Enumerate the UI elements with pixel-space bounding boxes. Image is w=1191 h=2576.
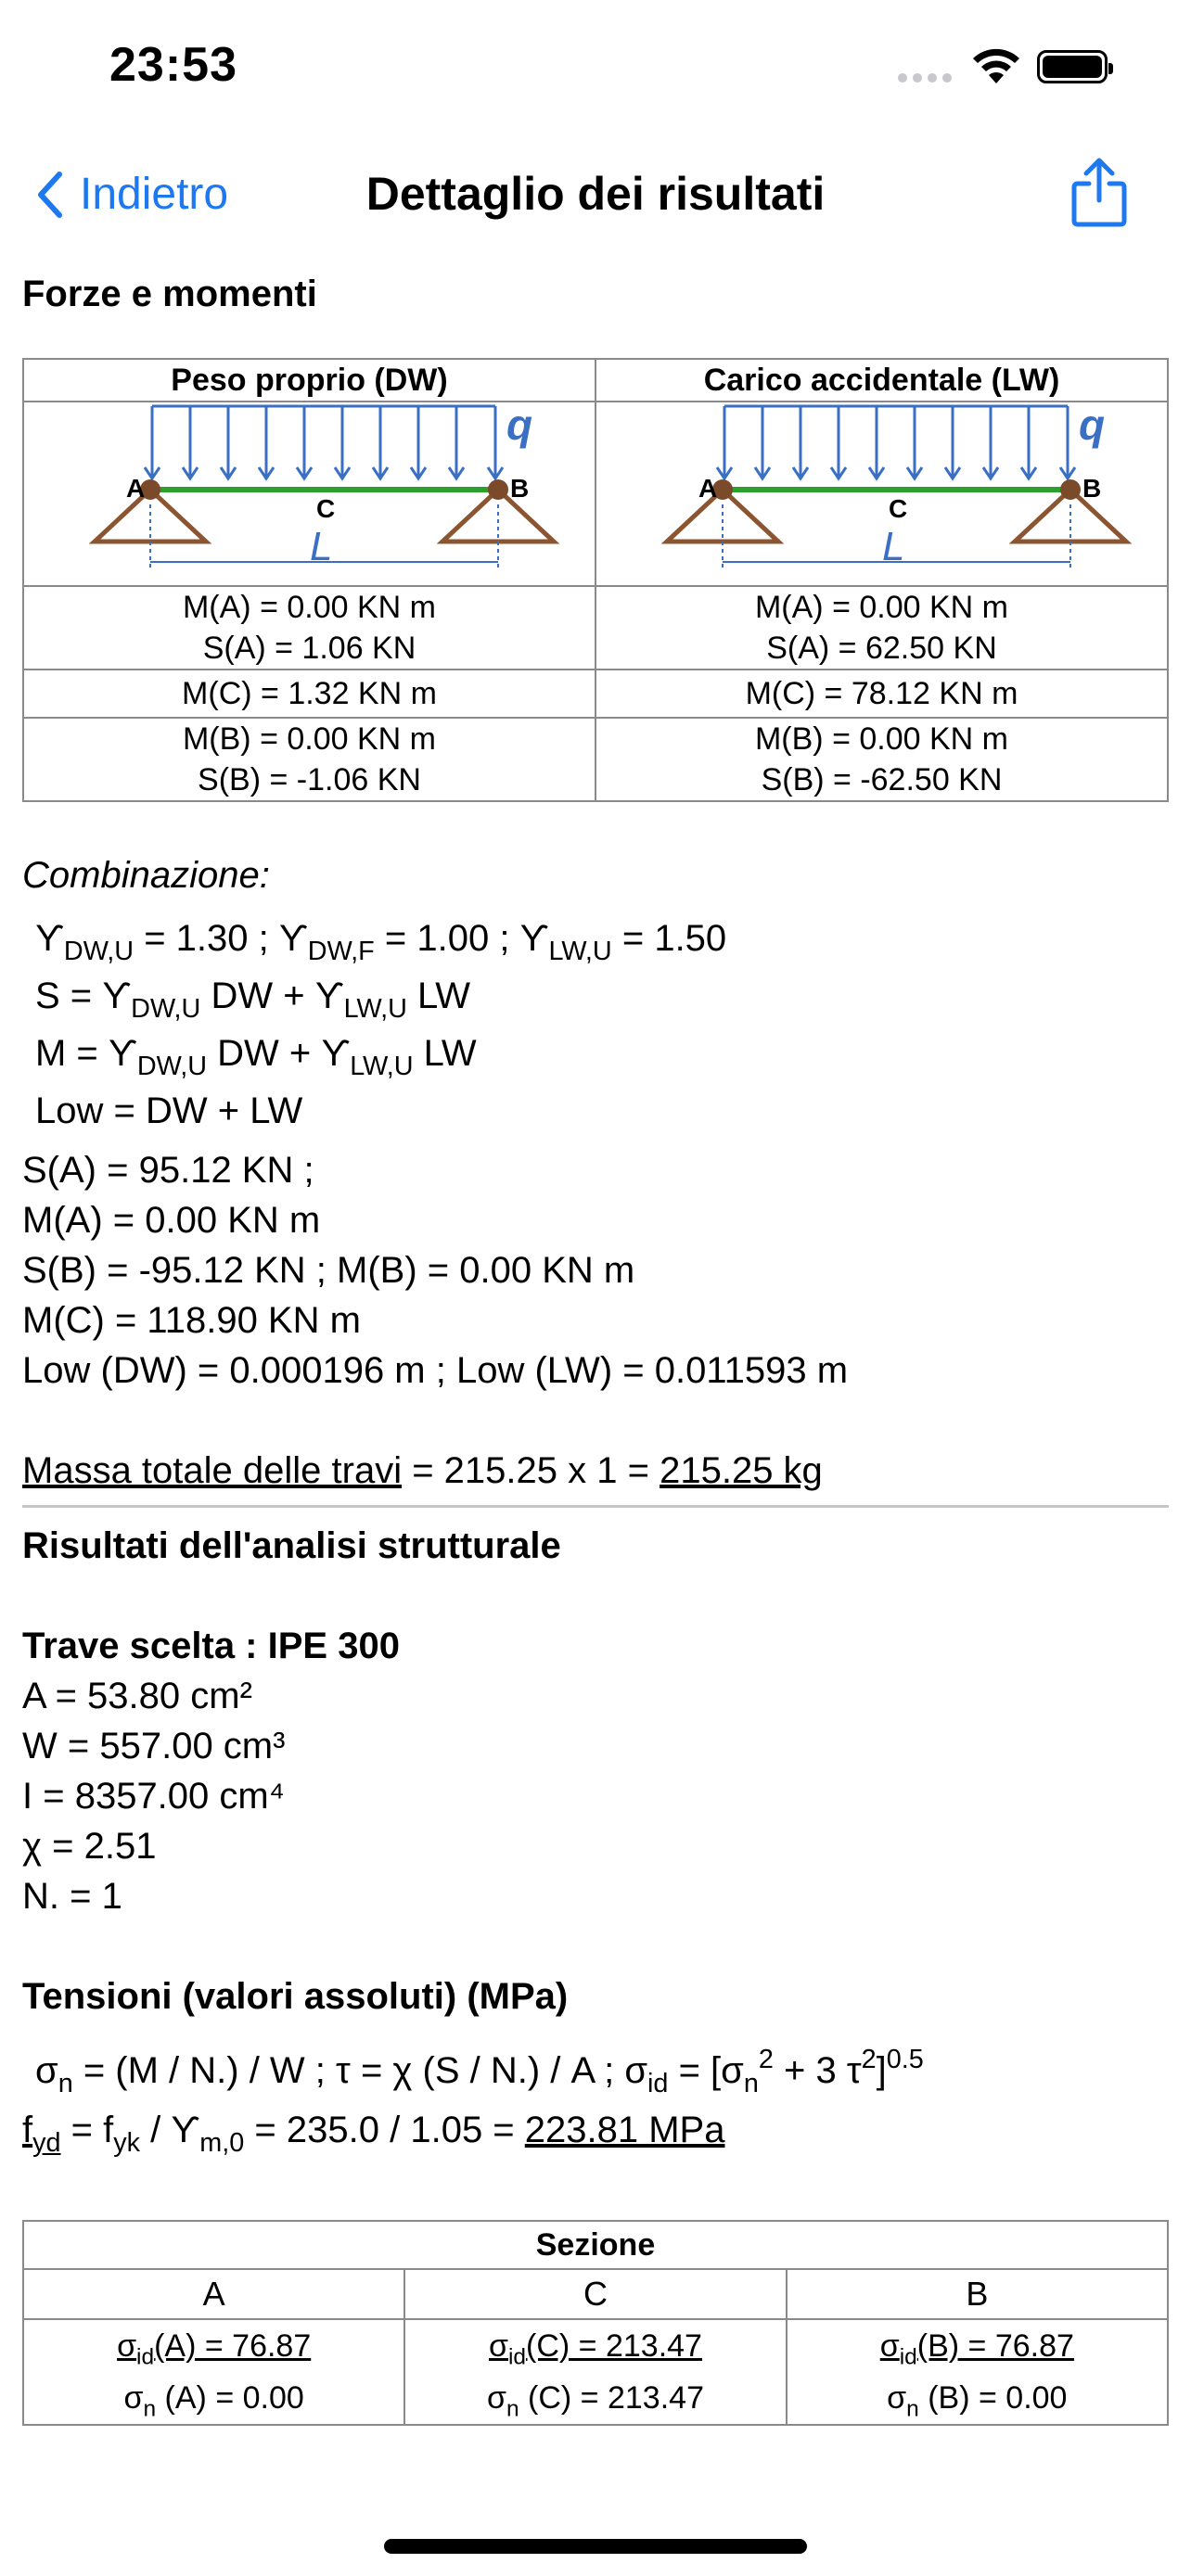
result-line: M(A) = 0.00 KN m	[22, 1200, 321, 1241]
span-l-label: L	[309, 524, 332, 569]
lw-moment-a: M(A) = 0.00 KN m	[754, 590, 1008, 625]
lw-support-b-cell	[596, 718, 1168, 801]
span-l-label: L	[881, 524, 904, 569]
load-q-label: q	[1078, 402, 1105, 449]
results-content	[22, 269, 1169, 2426]
divider	[22, 1505, 1169, 1508]
dw-support-b-cell	[23, 718, 596, 801]
dw-beam-diagram	[23, 402, 596, 586]
gamma-factors: $ϒ_{DW,U} = 1.30$ ; $ϒ_{DW,F} = 1.00$ ; $ϒ_{LW,U} = 1.50$	[35, 918, 727, 967]
result-line: M(C) = 118.90 KN m	[22, 1300, 361, 1341]
lw-beam-diagram	[596, 402, 1168, 586]
low-combination: Low = DW + LW	[35, 1090, 303, 1131]
section-column-header: C	[404, 2269, 786, 2319]
analysis-heading: Risultati dell'analisi strutturale	[22, 1525, 561, 1566]
design-strength-value: 223.81 MPa	[524, 2110, 725, 2150]
section-stress-table	[22, 2220, 1169, 2426]
midspan-c-label: C	[888, 494, 907, 523]
property-line: I = 8357.00 cm⁴	[22, 1776, 285, 1817]
section-c-cell	[404, 2319, 786, 2425]
section-column-header: A	[23, 2269, 404, 2319]
dw-support-a-cell	[23, 586, 596, 670]
total-mass-label: Massa totale delle travi	[22, 1450, 403, 1491]
sigma-n-a: $\sigma_n$ (A) = 0.00	[123, 2380, 304, 2422]
sigma-id-b: $\sigma_{id}(B) = 76.87$	[879, 2328, 1074, 2370]
section-table-title: Sezione	[23, 2221, 1168, 2269]
support-a-label: A	[125, 474, 145, 503]
navigation-bar	[0, 148, 1191, 241]
moment-combination: $M = ϒ_{DW,U}$ DW + $ϒ_{LW,U}$ LW	[35, 1033, 477, 1082]
shear-combination: $S = ϒ_{DW,U}$ DW + $ϒ_{LW,U}$ LW	[35, 976, 471, 1025]
property-line: A = 53.80 cm²	[22, 1676, 252, 1716]
status-time: 23:53	[109, 38, 237, 92]
forces-table	[22, 358, 1169, 802]
stress-heading: Tensioni (valori assoluti) (MPa)	[22, 1976, 569, 2017]
status-bar	[0, 0, 1191, 139]
beam-diagram-icon	[604, 402, 1160, 575]
share-button[interactable]	[1067, 156, 1132, 235]
sigma-n-c: $\sigma_n$ (C) = 213.47	[487, 2380, 704, 2422]
lw-header: Carico accidentale (LW)	[596, 359, 1168, 402]
dw-shear-a: S(A) = 1.06 KN	[202, 631, 416, 666]
property-line: N. = 1	[22, 1876, 122, 1917]
battery-icon	[1037, 50, 1108, 83]
stress-formula: $\sigma_n = (M / N.) / W$ ; τ = χ (S / N.) / A ; $\sigma_{id} = [\sigma_n^2 + 3$ $\tau^2]^{0.5}$	[35, 2045, 924, 2099]
support-b-label: B	[509, 474, 529, 503]
dw-header: Peso proprio (DW)	[23, 359, 596, 402]
lw-support-a-cell	[596, 586, 1168, 670]
section-column-header: B	[787, 2269, 1168, 2319]
support-a-label: A	[698, 474, 717, 503]
dw-moment-a: M(A) = 0.00 KN m	[182, 590, 436, 625]
support-b-label: B	[1082, 474, 1101, 503]
section-b-cell	[787, 2319, 1168, 2425]
page-title: Dettaglio dei risultati	[365, 168, 826, 220]
midspan-c-label: C	[315, 494, 335, 523]
combination-results	[22, 1145, 1169, 1396]
lw-moment-c: M(C) = 78.12 KN m	[596, 670, 1168, 718]
sigma-n-b: $\sigma_n$ (B) = 0.00	[887, 2380, 1068, 2422]
beam-diagram-icon	[32, 402, 588, 575]
chosen-beam: Trave scelta : IPE 300	[22, 1626, 400, 1666]
beam-properties	[22, 1671, 1169, 1921]
dw-moment-b: M(B) = 0.00 KN m	[182, 721, 436, 757]
lw-shear-b: S(B) = -62.50 KN	[761, 762, 1003, 797]
sigma-id-c: $\sigma_{id}(C) = 213.47$	[489, 2328, 702, 2370]
total-mass: Massa totale delle travi = 215.25 x 1 = 215.25 kg	[22, 1450, 823, 1491]
cellular-signal-icon	[898, 70, 957, 87]
share-icon	[1067, 156, 1132, 230]
result-line: S(A) = 95.12 KN ;	[22, 1150, 314, 1191]
design-strength: $f_{yd} = f_{yk} / ϒ_{m,0} = 235.0 / 1.05 = 223.81$ MPa	[22, 2110, 725, 2159]
property-line: χ = 2.51	[22, 1826, 157, 1867]
result-line: S(B) = -95.12 KN ; M(B) = 0.00 KN m	[22, 1250, 635, 1291]
home-indicator[interactable]	[384, 2539, 807, 2554]
lw-moment-b: M(B) = 0.00 KN m	[754, 721, 1008, 757]
section-a-cell	[23, 2319, 404, 2425]
dw-moment-c: M(C) = 1.32 KN m	[23, 670, 596, 718]
combination-label: Combinazione:	[22, 855, 270, 896]
sigma-id-a: $\sigma_{id}(A) = 76.87$	[117, 2328, 312, 2370]
forces-heading: Forze e momenti	[22, 274, 317, 314]
back-label: Indietro	[80, 170, 229, 219]
lw-shear-a: S(A) = 62.50 KN	[766, 631, 997, 666]
total-mass-value: 215.25 kg	[660, 1450, 823, 1491]
load-q-label: q	[506, 402, 532, 449]
wifi-icon	[970, 45, 1022, 90]
result-line: Low (DW) = 0.000196 m ; Low (LW) = 0.011593 m	[22, 1350, 849, 1391]
dw-shear-b: S(B) = -1.06 KN	[198, 762, 421, 797]
property-line: W = 557.00 cm³	[22, 1726, 286, 1766]
